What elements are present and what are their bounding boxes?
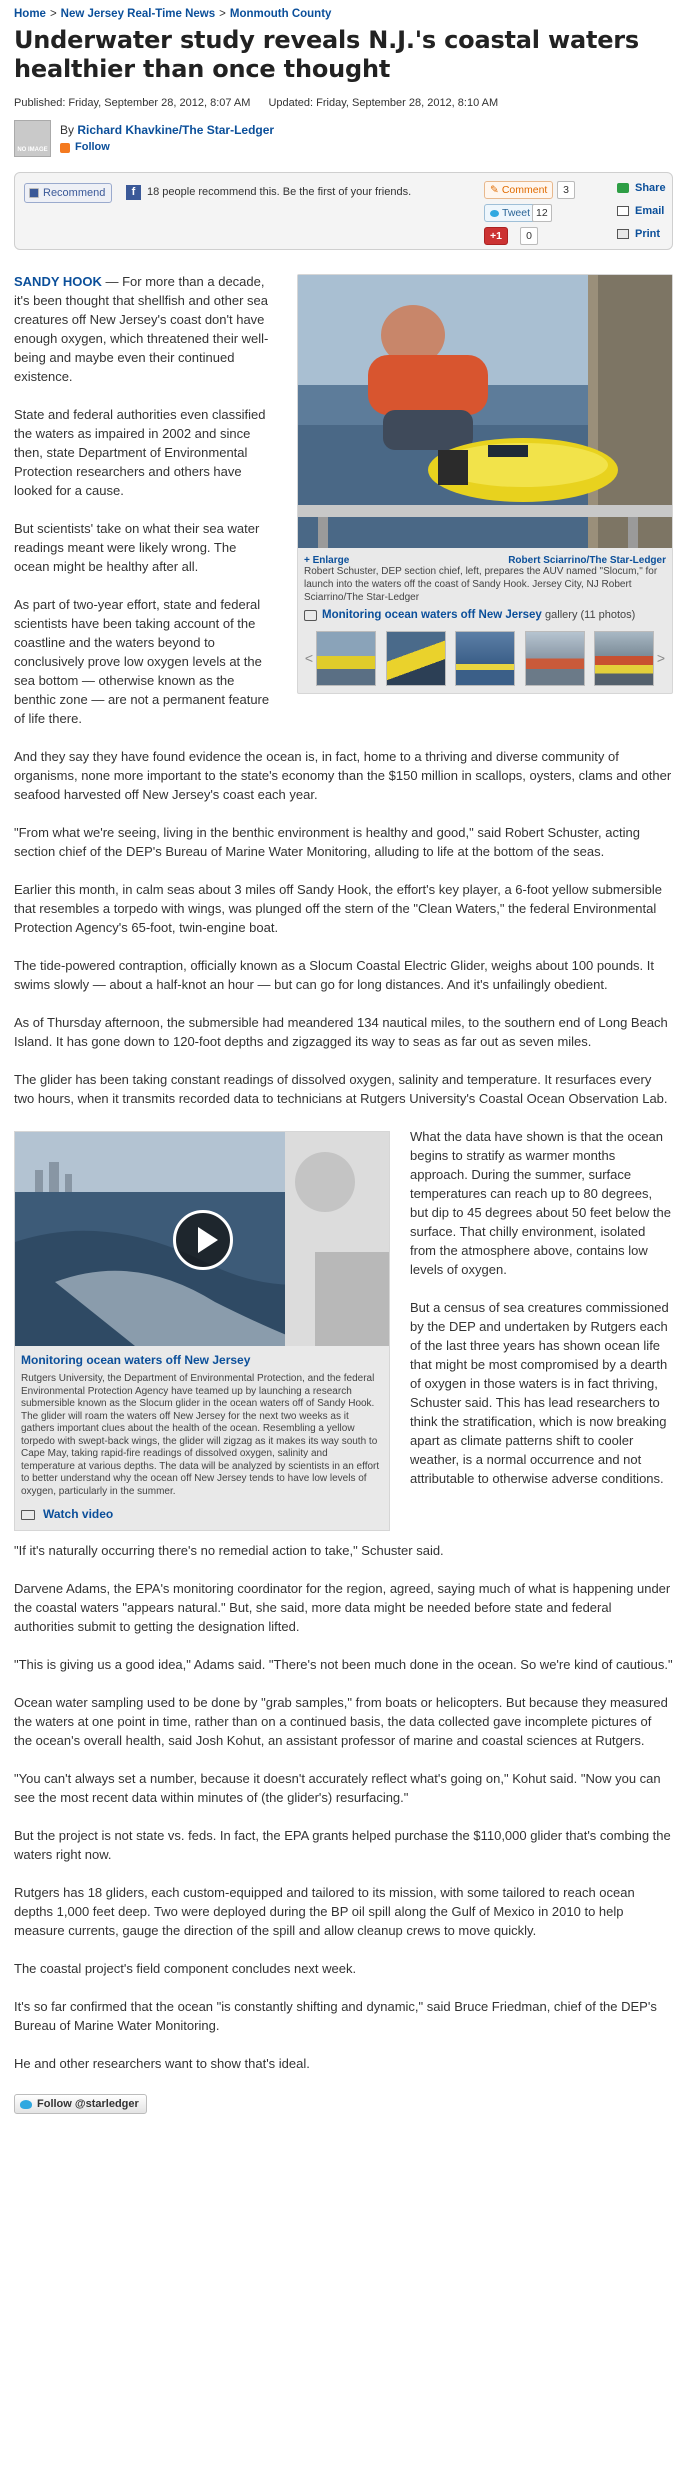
article-paragraph: Earlier this month, in calm seas about 3 miles off Sandy Hook, the effort's key player, a 6-foot yellow submersible that resembles a torpedo with wings, was plunged off the stern of the "Clean Waters," the federal Environmental Protection Agency's 65-foot, twin-engine boat. [14, 882, 662, 935]
article-paragraph: Ocean water sampling used to be done by "grab samples," from boats or helicopters. But because they measured the waters at one point in time, rather than on a continued basis, the data collected gave incomplete pictures of the ocean's overall health, said Josh Kohut, an assistant professor of marine and coastal sciences at Rutgers. [14, 1695, 668, 1748]
follow-twitter-label: Follow @starledger [37, 2098, 139, 2110]
gallery-title-link[interactable]: Monitoring ocean waters off New Jersey [322, 609, 542, 621]
enlarge-photo-link[interactable]: + Enlarge [304, 555, 350, 566]
breadcrumb [14, 6, 673, 22]
gallery-thumbnail[interactable] [594, 631, 654, 686]
updated-date: Updated: Friday, September 28, 2012, 8:10 AM [268, 97, 499, 109]
avatar [14, 120, 51, 157]
article-paragraph: What the data have shown is that the ocean begins to stratify as warmer months approach. During the summer, surface temperatures can reach up to 80 degrees, but dip to 45 degrees about 50 feet below the surface. That chilly environment, isolated from the atmosphere above, contains low levels of oxygen. [410, 1129, 671, 1277]
twitter-bird-icon [20, 2100, 32, 2109]
article-paragraph: As of Thursday afternoon, the submersible had meandered 134 nautical miles, to the southern end of Long Beach Island. It has gone down to 120-foot depths and zigzagged its way to seas as far out as seven miles. [14, 1015, 668, 1049]
page-title: Underwater study reveals N.J.'s coastal waters healthier than once thought [14, 26, 640, 83]
follow-label: Follow [75, 141, 110, 153]
gallery-prev-arrow[interactable]: < [304, 649, 314, 666]
follow-twitter-button[interactable] [14, 2094, 147, 2114]
article-paragraph: "From what we're seeing, living in the benthic environment is healthy and good," said Robert Schuster, acting section chief of the DEP's Bureau of Marine Water Monitoring, alluding to life at the bottom of the seas. [14, 825, 640, 859]
video-camera-icon [21, 1510, 35, 1520]
watch-video-link[interactable] [15, 1498, 389, 1524]
google-plus-count: 0 [520, 227, 538, 245]
breadcrumb-separator: > [49, 8, 57, 20]
author-link[interactable]: Richard Khavkine/The Star-Ledger [77, 123, 275, 137]
camera-icon [304, 610, 317, 621]
share-icon [617, 183, 629, 193]
article-paragraph: It's so far confirmed that the ocean "is constantly shifting and dynamic," said Bruce Friedman, chief of the DEP's Bureau of Marine Water Monitoring. [14, 1999, 657, 2033]
article-paragraph: The glider has been taking constant readings of dissolved oxygen, salinity and temperature. It resurfaces every two hours, when it transmits recorded data to technicians at Rutgers University's Coastal Ocean Observation Lab. [14, 1072, 668, 1106]
dateline-city: SANDY HOOK [14, 274, 102, 289]
facebook-recommend-button[interactable] [24, 183, 112, 203]
article-paragraph: He and other researchers want to show that's ideal. [14, 2056, 310, 2071]
comment-button[interactable] [484, 181, 553, 199]
gallery-photo-count: gallery (11 photos) [545, 609, 636, 621]
publish-dates [14, 94, 673, 112]
article-paragraph: Rutgers has 18 gliders, each custom-equipped and tailored to its mission, with some tailored to reach ocean depths 1,000 feet deep. Two were deployed during the BP oil spill along the Gulf of Mexico in 2010 to help measure currents, gauge the direction of the spill and allow cleanup crews to move quickly. [14, 1885, 635, 1938]
recommend-label: Recommend [43, 187, 106, 199]
social-share-bar [14, 172, 673, 250]
share-label: Share [635, 182, 666, 194]
facebook-recommend-text: 18 people recommend this. Be the first of your friends. [147, 186, 412, 198]
print-button[interactable] [617, 228, 660, 240]
comment-label: Comment [501, 184, 548, 196]
facebook-icon: f [126, 185, 141, 200]
gallery-thumbnail-strip [298, 623, 672, 687]
video-frame[interactable] [15, 1132, 389, 1346]
tweet-count: 12 [532, 204, 552, 222]
comment-bubble-icon: ✎ [490, 184, 499, 196]
email-button[interactable] [617, 205, 664, 217]
gallery-next-arrow[interactable]: > [656, 649, 666, 666]
article-paragraph: But scientists' take on what their sea water readings meant were likely wrong. The ocean might be healthy after all. [14, 521, 260, 574]
breadcrumb-monmouth[interactable]: Monmouth County [229, 8, 332, 20]
photo-caption: Robert Schuster, DEP section chief, left, prepares the AUV named "Slocum," for launch into the waters off the coast of Sandy Hook. Jersey City, NJ Robert Sciarrino/The Star-Ledger [304, 566, 658, 603]
tweet-label: Tweet [502, 207, 531, 219]
printer-icon [617, 229, 629, 239]
rss-icon [60, 143, 70, 153]
article-paragraph: But a census of sea creatures commissioned by the DEP and undertaken by Rutgers each of the last three years has shown ocean life that might be most compromised by a dearth of oxygen in those waters is in fact thriving, Schuster said. This has lead researchers to think the stratification, which is now breaking apart as climate patterns shift to cooler weather, is a normal occurrence and not attributable to otherwise adverse conditions. [410, 1300, 669, 1486]
article-paragraph: But the project is not state vs. feds. In fact, the EPA grants helped purchase the $110,000 glider that's combing the waters right now. [14, 1828, 671, 1862]
breadcrumb-home[interactable]: Home [14, 8, 46, 20]
byline [14, 120, 673, 160]
breadcrumb-separator: > [219, 8, 226, 20]
video-title-link[interactable]: Monitoring ocean waters off New Jersey [21, 1353, 251, 1367]
gallery-thumbnail[interactable] [525, 631, 585, 686]
thumbs-up-icon [29, 188, 39, 198]
article-paragraph: The tide-powered contraption, officially known as a Slocum Coastal Electric Glider, weighs about 100 pounds. It swims slowly — about a half-knot an hour — but can go for long distances. And it's unfailingly obedient. [14, 958, 654, 992]
print-label: Print [635, 228, 661, 240]
gallery-thumbnail[interactable] [455, 631, 515, 686]
article-paragraph: And they say they have found evidence the ocean is, in fact, home to a thriving and diverse community of organisms, none more important to the state's economy than the $150 million in scallops, oysters, clams and other seafood harvested off New Jersey's coast each year. [14, 749, 672, 802]
article-paragraph: "If it's naturally occurring there's no remedial action to take," Schuster said. [14, 1543, 444, 1558]
byline-by: By [60, 123, 75, 137]
photo-credit: Robert Sciarrino/The Star-Ledger [508, 555, 666, 566]
gallery-thumbnail[interactable] [316, 631, 376, 686]
paragraph-text: — For more than a decade, it's been thought that shellfish and other sea creatures off New Jersey's coast don't have enough oxygen, which threatened their well-being and maybe even their continued existence. [14, 274, 269, 384]
google-plus-one-button[interactable]: +1 [484, 227, 508, 245]
watch-video-label: Watch video [43, 1507, 114, 1521]
comment-count: 3 [557, 181, 575, 199]
breadcrumb-nj-news[interactable]: New Jersey Real-Time News [60, 8, 216, 20]
gallery-thumbnail[interactable] [386, 631, 446, 686]
glider-launch-photo [298, 275, 672, 548]
article-paragraph: State and federal authorities even classified the waters as impaired in 2002 and since then, state Department of Environmental Protection researchers and others have looked for a cause. [14, 407, 266, 498]
article-paragraph: "This is giving us a good idea," Adams said. "There's not been much done in the ocean. So we're kind of cautious." [14, 1657, 673, 1672]
play-button[interactable] [173, 1210, 233, 1270]
article-paragraph: Darvene Adams, the EPA's monitoring coordinator for the region, agreed, saying much of what is happening under the coastal waters "appears natural." But, she said, more data might be needed before state and federal authorities submit to getting the designation lifted. [14, 1581, 671, 1634]
article-paragraph: As part of two-year effort, state and federal scientists have been taking account of the coastline and the waters beyond to conclusively prove low oxygen levels at the sea bottom — otherwise known as the benthic zone — are not a permanent feature of life there. [14, 597, 270, 726]
email-label: Email [635, 205, 665, 217]
twitter-bird-icon [490, 210, 499, 217]
avatar-label: NO IMAGE [17, 147, 48, 153]
article-body [14, 272, 673, 2073]
video-caption: Rutgers University, the Department of Environmental Protection, and the federal Environmental Protection Agency have teamed up by launching a research submersible known as the Slocum glider in the ocean waters off of Sandy Hook. The glider will roam the waters off New Jersey for the next two weeks as it gathers important clues about the health of the ocean. Resembling a yellow torpedo with swept-back wings, the glider will zigzag as it makes its way south to Cape May, taking rapid-fire readings of dissolved oxygen, salinity and temperature at various depths. The data will be analyzed by scientists in an effort to better understand why the ocean off New Jersey tends to have low levels of oxygen, particularly in the summer. [21, 1373, 380, 1497]
envelope-icon [617, 206, 629, 216]
article-paragraph: The coastal project's field component concludes next week. [14, 1961, 357, 1976]
tweet-button[interactable] [484, 204, 536, 222]
photo-gallery [297, 274, 673, 694]
follow-author-button[interactable] [60, 139, 274, 156]
share-button[interactable] [617, 182, 666, 194]
article-paragraph: "You can't always set a number, because it doesn't accurately reflect what's going on," Kohut said. "Now you can see the most recent data within minutes of (the glider's) resurfacing." [14, 1771, 661, 1805]
video-player [14, 1131, 390, 1531]
published-date: Published: Friday, September 28, 2012, 8:07 AM [14, 97, 251, 109]
gallery-main-photo[interactable] [298, 275, 672, 548]
